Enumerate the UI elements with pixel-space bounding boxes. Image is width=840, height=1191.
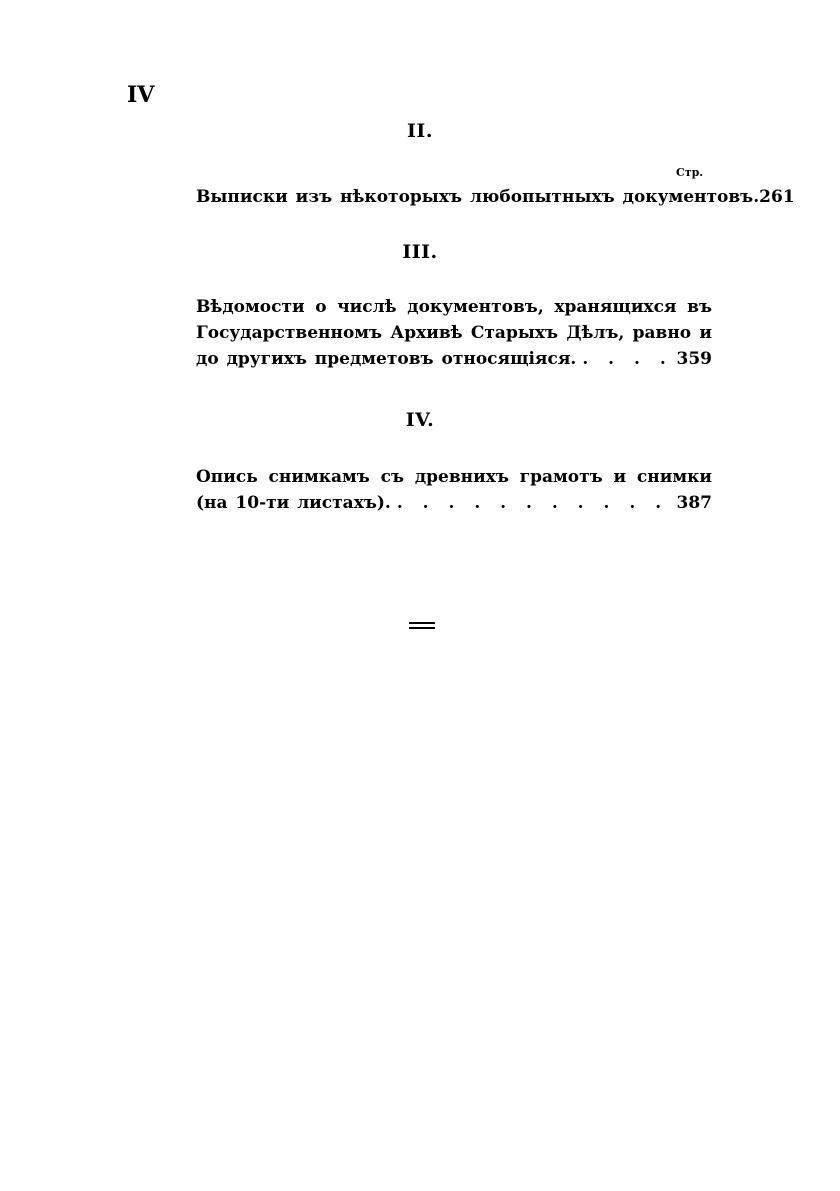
section-heading-3: III. (402, 241, 438, 263)
toc-entry-last-line (196, 184, 795, 210)
toc-entry-last-line (196, 490, 712, 516)
toc-entry-4 (196, 464, 712, 516)
section-heading-4: IV. (405, 409, 435, 431)
toc-entry-title: до другихъ предметовъ относящіяся. (196, 349, 577, 369)
page-column-label: Стр. (676, 166, 704, 179)
section-heading-2: II. (407, 120, 433, 142)
toc-entry-page: 261 (759, 187, 795, 207)
end-rule (409, 622, 435, 629)
dot-leader (397, 490, 671, 516)
toc-entry-page: 387 (676, 493, 712, 513)
toc-entry-line: Вѣдомости о числѣ документовъ, хранящихся въ (196, 297, 712, 317)
page-number: IV (127, 82, 155, 108)
toc-entry-3 (196, 294, 712, 372)
toc-entry-last-line (196, 346, 712, 372)
toc-entry-line: Государственномъ Архивѣ Старыхъ Дѣлъ, равно и (196, 323, 712, 343)
toc-entry-title: (на 10-ти листахъ). (196, 493, 391, 513)
toc-entry-2 (196, 184, 795, 210)
toc-entry-title: Выписки изъ нѣкоторыхъ любопытныхъ документовъ. (196, 187, 760, 207)
dot-leader (582, 346, 670, 372)
toc-entry-page: 359 (676, 349, 712, 369)
toc-entry-line: Опись снимкамъ съ древнихъ грамотъ и снимки (196, 467, 712, 487)
